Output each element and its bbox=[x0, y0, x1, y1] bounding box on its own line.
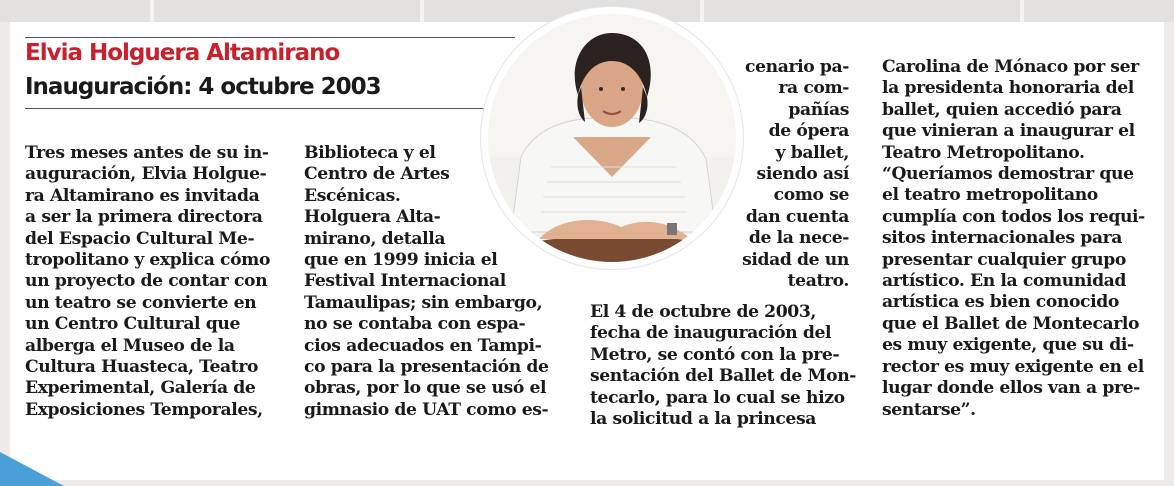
text-line: de ópera bbox=[768, 121, 849, 142]
text-line: Biblioteca y el bbox=[304, 143, 436, 163]
text-line: fecha de inauguración del bbox=[590, 323, 832, 344]
text-line: sidad de un bbox=[742, 249, 849, 270]
text-line: Escénicas. bbox=[304, 185, 401, 206]
text-line: que el Ballet de Montecarlo bbox=[882, 313, 1140, 334]
text-line: rector es muy exigente en el bbox=[882, 356, 1144, 377]
text-line: la presidenta honoraria del bbox=[882, 78, 1134, 99]
text-line: Experimental, Galería de bbox=[25, 378, 256, 399]
text-line: pañías bbox=[788, 99, 849, 120]
text-line: sentarse”. bbox=[882, 399, 976, 420]
text-line: la solicitud a la princesa bbox=[590, 409, 816, 430]
text-line: del Espacio Cultural Me- bbox=[25, 228, 255, 249]
text-line: artística es bien conocido bbox=[882, 292, 1119, 313]
text-column-1 bbox=[25, 143, 270, 421]
text-line: sentación del Ballet de Mon- bbox=[590, 366, 857, 387]
text-line: sitos internacionales para bbox=[882, 228, 1123, 249]
text-line: el teatro metropolitano bbox=[882, 185, 1098, 206]
text-line: Exposiciones Temporales, bbox=[25, 399, 263, 420]
text-line: Tamaulipas; sin embargo, bbox=[304, 292, 543, 313]
text-line: gimnasio de UAT como es- bbox=[304, 399, 549, 420]
text-line: presentar cualquier grupo bbox=[882, 249, 1126, 270]
text-line: ra com- bbox=[778, 78, 849, 99]
text-line: Centro de Artes bbox=[304, 164, 450, 185]
text-line: Tres meses antes de su in- bbox=[25, 143, 269, 163]
text-line: teatro. bbox=[787, 271, 849, 292]
text-line: a ser la primera directora bbox=[25, 207, 263, 228]
text-line: que en 1999 inicia el bbox=[304, 250, 498, 271]
text-line: Holguera Alta- bbox=[304, 207, 441, 228]
text-line: mirano, detalla bbox=[304, 228, 446, 249]
text-line: artístico. En la comunidad bbox=[882, 271, 1127, 292]
text-line: co para la presentación de bbox=[304, 357, 549, 378]
text-line: cenario pa- bbox=[745, 57, 849, 77]
text-line: no se contaba con espa- bbox=[304, 314, 526, 335]
text-line: y ballet, bbox=[775, 142, 849, 163]
text-line: como se bbox=[773, 185, 849, 206]
person-name: Elvia Holguera Altamirano bbox=[25, 40, 340, 66]
text-column-3 bbox=[590, 302, 856, 430]
text-line: es muy exigente, que su di- bbox=[882, 335, 1134, 356]
text-line: “Queríamos demostrar que bbox=[882, 164, 1134, 185]
portrait-photo-icon bbox=[481, 7, 743, 269]
text-line: que vinieran a inaugurar el bbox=[882, 121, 1135, 142]
portrait-photo bbox=[480, 6, 744, 270]
text-line: Festival Internacional bbox=[304, 271, 506, 292]
text-line: Teatro Metropolitano. bbox=[882, 142, 1085, 163]
text-line: tropolitano y explica cómo bbox=[25, 250, 271, 271]
corner-decoration bbox=[0, 452, 64, 486]
text-line: obras, por lo que se usó el bbox=[304, 378, 547, 399]
text-line: siendo así bbox=[756, 164, 849, 185]
text-line: de la nece- bbox=[748, 228, 849, 249]
newspaper-page bbox=[10, 22, 1164, 480]
text-line: dan cuenta bbox=[745, 206, 849, 227]
text-line: Carolina de Mónaco por ser bbox=[882, 57, 1139, 77]
text-line: tecarlo, para lo cual se hizo bbox=[590, 387, 845, 408]
text-line: cumplía con todos los requi- bbox=[882, 206, 1145, 227]
text-column-4 bbox=[882, 57, 1145, 421]
text-line: un Centro Cultural que bbox=[25, 314, 241, 335]
text-line: alberga el Museo de la bbox=[25, 335, 235, 356]
text-line: un proyecto de contar con bbox=[25, 271, 268, 292]
text-line: Cultura Huasteca, Teatro bbox=[25, 357, 259, 378]
header-top-rule bbox=[25, 37, 515, 38]
text-line: cios adecuados en Tampi- bbox=[304, 335, 542, 356]
text-column-3-wrap bbox=[739, 57, 849, 292]
text-line: auguración, Elvia Holgue- bbox=[25, 164, 267, 185]
text-line: El 4 de octubre de 2003, bbox=[590, 302, 817, 322]
text-line: ballet, quien accedió para bbox=[882, 99, 1122, 120]
text-line: Metro, se contó con la pre- bbox=[590, 344, 840, 365]
text-line: ra Altamirano es invitada bbox=[25, 185, 260, 206]
text-line: lugar donde ellos van a pre- bbox=[882, 378, 1140, 399]
inauguration-date: Inauguración: 4 octubre 2003 bbox=[25, 74, 381, 100]
text-line: un teatro se convierte en bbox=[25, 292, 257, 313]
